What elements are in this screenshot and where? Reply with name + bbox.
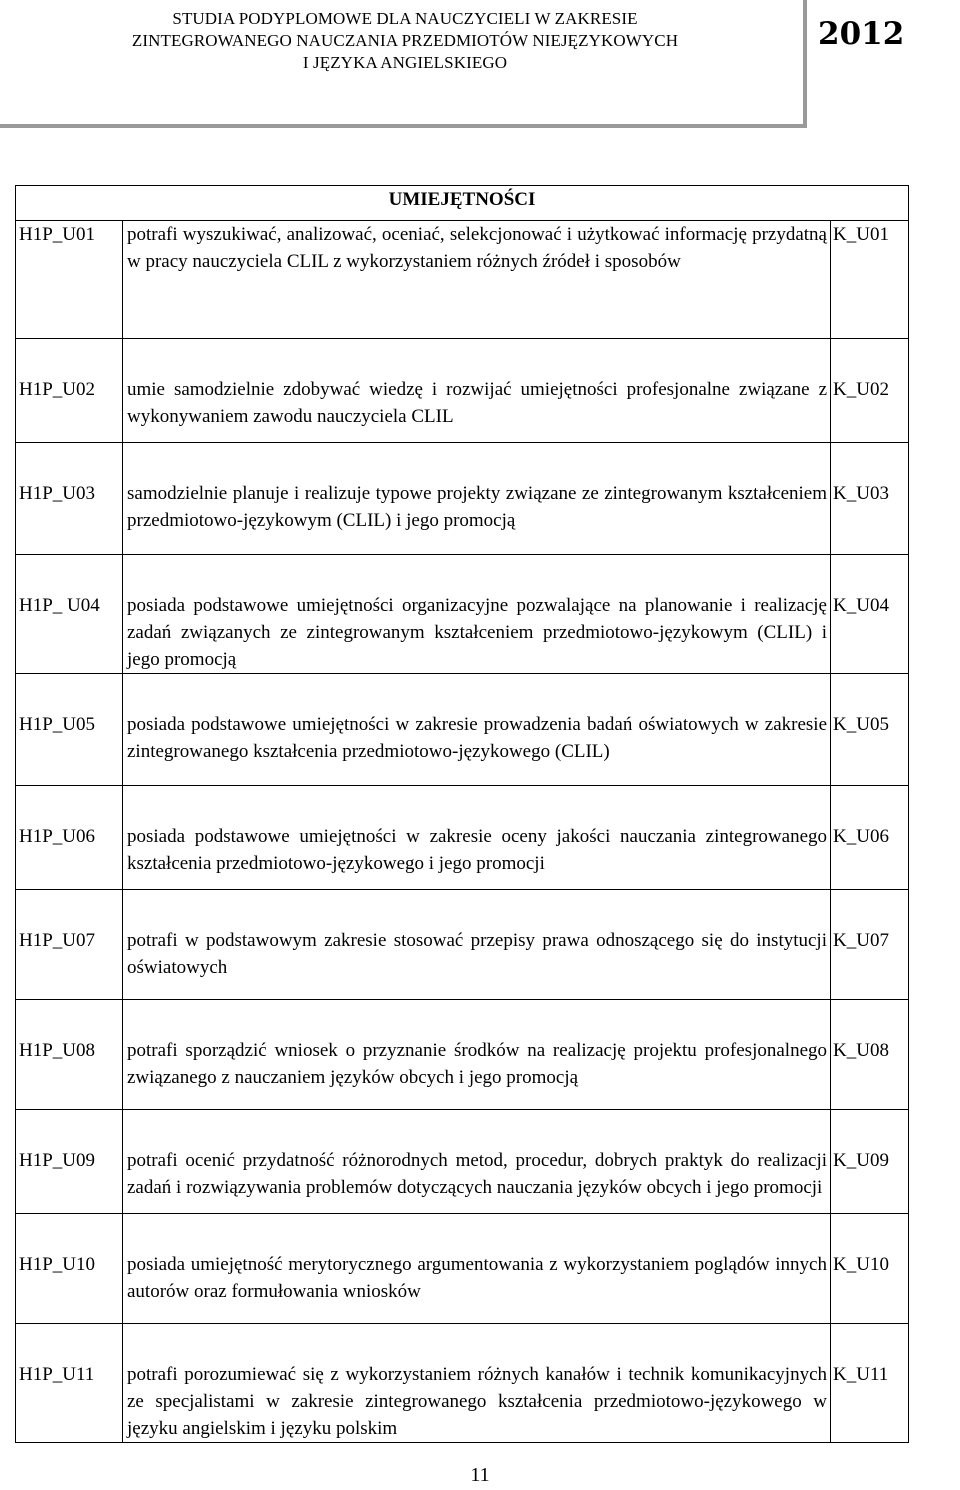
outcome-description: posiada podstawowe umiejętności w zakresie oceny jakości nauczania zintegrowanego kształcenia przedmiotowo-językowego i jego promocji bbox=[123, 786, 831, 890]
effect-code: K_U05 bbox=[831, 674, 909, 786]
outcome-code: H1P_U09 bbox=[16, 1110, 123, 1214]
header-year: 2012 bbox=[818, 16, 905, 52]
outcome-code: H1P_U03 bbox=[16, 443, 123, 555]
effect-code: K_U11 bbox=[831, 1324, 909, 1443]
table-row bbox=[16, 1110, 909, 1214]
outcome-description: posiada podstawowe umiejętności organizacyjne pozwalające na planowanie i realizację zadań związanych ze zintegrowanym kształceniem przedmiotowo-językowym (CLIL) i jego promocją bbox=[123, 555, 831, 674]
outcome-code: H1P_U01 bbox=[16, 221, 123, 339]
outcome-description: posiada umiejętność merytorycznego argumentowania z wykorzystaniem poglądów innych autorów oraz formułowania wniosków bbox=[123, 1214, 831, 1324]
outcome-description: potrafi ocenić przydatność różnorodnych metod, procedur, dobrych praktyk do realizacji zadań i rozwiązywania problemów dotyczących nauczania języków obcych i jego promocji bbox=[123, 1110, 831, 1214]
effect-code: K_U08 bbox=[831, 1000, 909, 1110]
effect-code: K_U07 bbox=[831, 890, 909, 1000]
effect-code: K_U01 bbox=[831, 221, 909, 339]
outcome-code: H1P_U06 bbox=[16, 786, 123, 890]
outcome-description: potrafi wyszukiwać, analizować, oceniać, selekcjonować i użytkować informację przydatną w pracy nauczyciela CLIL z wykorzystaniem różnych źródeł i sposobów bbox=[123, 221, 831, 339]
table-title-row bbox=[16, 186, 909, 221]
table-row bbox=[16, 1214, 909, 1324]
page-number: 11 bbox=[470, 1464, 490, 1486]
outcome-description: potrafi sporządzić wniosek o przyznanie środków na realizację projektu profesjonalnego związanego z nauczaniem języków obcych i jego promocją bbox=[123, 1000, 831, 1110]
table-row bbox=[16, 443, 909, 555]
table-row bbox=[16, 555, 909, 674]
table-row bbox=[16, 221, 909, 339]
effect-code: K_U02 bbox=[831, 339, 909, 443]
header-divider-vertical bbox=[803, 0, 807, 128]
outcome-code: H1P_U07 bbox=[16, 890, 123, 1000]
effect-code: K_U10 bbox=[831, 1214, 909, 1324]
outcome-code: H1P_U11 bbox=[16, 1324, 123, 1443]
header-divider-horizontal bbox=[0, 124, 806, 128]
page-header bbox=[0, 0, 960, 130]
outcome-code: H1P_U08 bbox=[16, 1000, 123, 1110]
table-row bbox=[16, 674, 909, 786]
section-title: UMIEJĘTNOŚCI bbox=[16, 186, 909, 221]
outcome-description: potrafi w podstawowym zakresie stosować przepisy prawa odnoszącego się do instytucji oświatowych bbox=[123, 890, 831, 1000]
effect-code: K_U04 bbox=[831, 555, 909, 674]
table-row bbox=[16, 1000, 909, 1110]
table-row bbox=[16, 890, 909, 1000]
skills-table bbox=[15, 185, 909, 1443]
header-line-1: STUDIA PODYPLOMOWE DLA NAUCZYCIELI W ZAKRESIE bbox=[172, 9, 638, 28]
table-row bbox=[16, 339, 909, 443]
outcome-description: potrafi porozumiewać się z wykorzystaniem różnych kanałów i technik komunikacyjnych ze specjalistami w zakresie zintegrowanego kształcenia przedmiotowo-językowego w języku angielskim i języku polskim bbox=[123, 1324, 831, 1443]
outcome-code: H1P_U05 bbox=[16, 674, 123, 786]
effect-code: K_U06 bbox=[831, 786, 909, 890]
header-line-2: ZINTEGROWANEGO NAUCZANIA PRZEDMIOTÓW NIEJĘZYKOWYCH bbox=[131, 31, 679, 50]
table-row bbox=[16, 1324, 909, 1443]
header-title bbox=[60, 8, 750, 74]
header-line-3: I JĘZYKA ANGIELSKIEGO bbox=[302, 53, 508, 72]
outcome-description: umie samodzielnie zdobywać wiedzę i rozwijać umiejętności profesjonalne związane z wykonywaniem zawodu nauczyciela CLIL bbox=[123, 339, 831, 443]
outcome-code: H1P_U10 bbox=[16, 1214, 123, 1324]
outcome-code: H1P_ U04 bbox=[16, 555, 123, 674]
outcome-description: samodzielnie planuje i realizuje typowe projekty związane ze zintegrowanym kształceniem przedmiotowo-językowym (CLIL) i jego promocją bbox=[123, 443, 831, 555]
effect-code: K_U09 bbox=[831, 1110, 909, 1214]
effect-code: K_U03 bbox=[831, 443, 909, 555]
outcome-description: posiada podstawowe umiejętności w zakresie prowadzenia badań oświatowych w zakresie zintegrowanego kształcenia przedmiotowo-językowego (CLIL) bbox=[123, 674, 831, 786]
table-row bbox=[16, 786, 909, 890]
outcome-code: H1P_U02 bbox=[16, 339, 123, 443]
